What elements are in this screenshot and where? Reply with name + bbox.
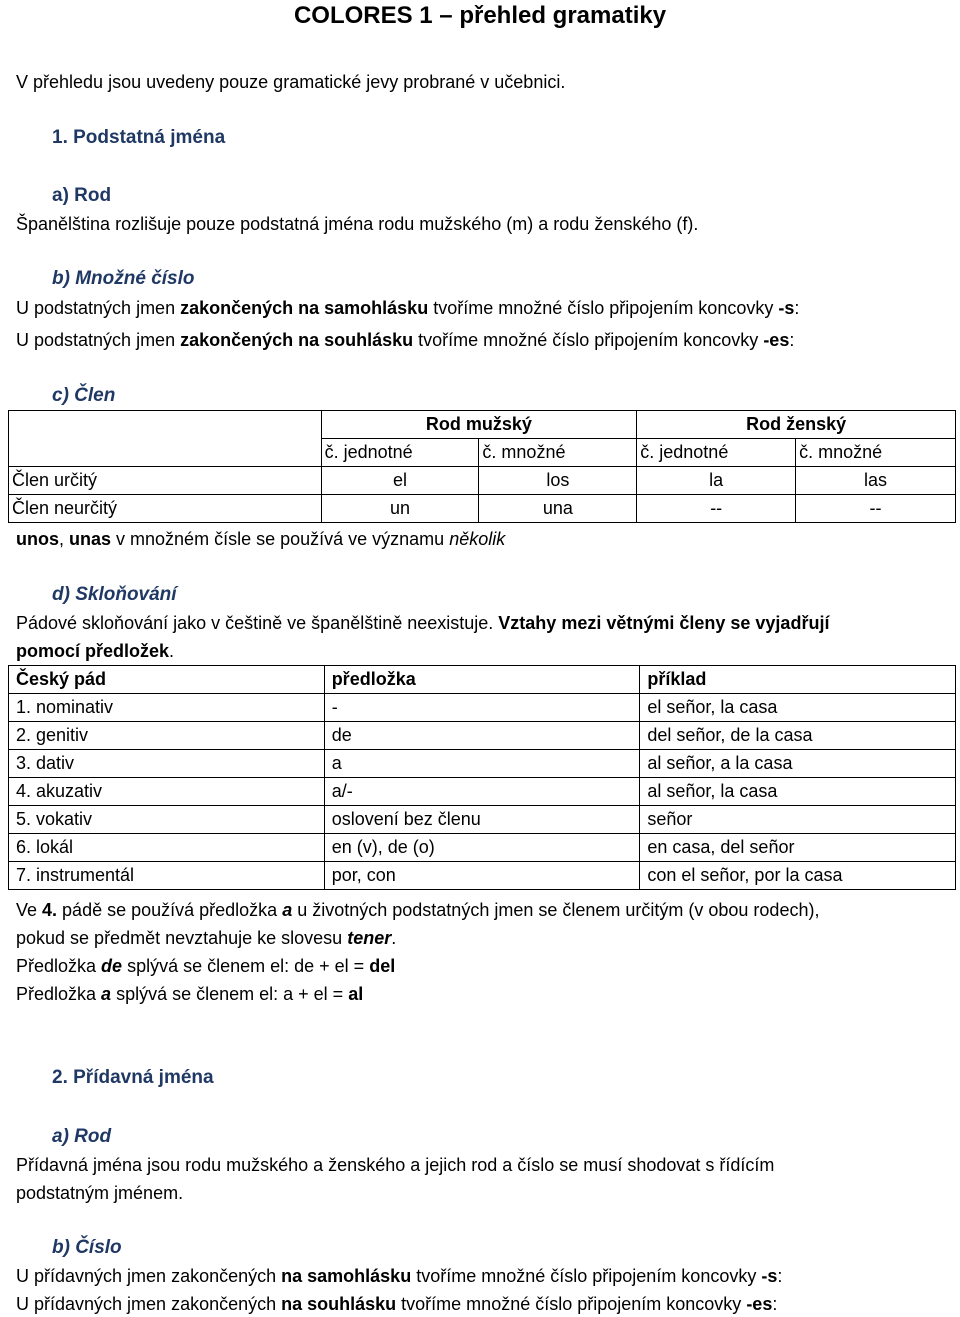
adj-gender-line1: Přídavná jména jsou rodu mužského a ženského a jejich rod a číslo se musí shodovat s řídícím [16,1155,775,1175]
contraction-de: Předložka de splývá se členem el: de + el = del [16,956,396,976]
table-cell: 6. lokál [9,834,325,862]
table-cell: los [479,467,637,495]
sub-header: č. jednotné [637,439,796,467]
table-row [9,722,956,750]
table-cell: la [637,467,796,495]
accusative-note-line2: pokud se předmět nevztahuje ke slovesu tener. [16,928,397,948]
table-cell: 5. vokativ [9,806,325,834]
table-cell: - [324,694,640,722]
column-header: předložka [324,666,640,694]
table-cell: un [321,495,479,523]
table-cell: 2. genitiv [9,722,325,750]
group-header-masculine: Rod mužský [321,411,637,439]
subheading-article: c) Člen [52,385,116,406]
intro-text: V přehledu jsou uvedeny pouze gramatické jevy probrané v učebnici. [16,72,566,92]
adj-plural-consonant-line: U přídavných jmen zakončených na souhlásku tvoříme množné číslo připojením koncovky -es: [16,1294,778,1314]
table-cell: señor [640,806,956,834]
article-table-corner [9,411,322,439]
table-row [9,495,956,523]
plural-vowel-line: U podstatných jmen zakončených na samohlásku tvoříme množné číslo připojením koncovky -s: [16,298,800,318]
table-cell: del señor, de la casa [640,722,956,750]
table-cell: el señor, la casa [640,694,956,722]
subheading-adj-gender: a) Rod [52,1126,112,1147]
table-row [9,750,956,778]
article-note: unos, unas v množném čísle se používá ve významu několik [16,529,506,549]
table-cell: a [324,750,640,778]
subheading-plural: b) Množné číslo [52,268,195,289]
row-label: Člen určitý [9,467,322,495]
plural-consonant-line: U podstatných jmen zakončených na souhlásku tvoříme množné číslo připojením koncovky -es: [16,330,795,350]
table-cell: las [796,467,956,495]
table-cell: 1. nominativ [9,694,325,722]
gender-text: Španělština rozlišuje pouze podstatná jména rodu mužského (m) a rodu ženského (f). [16,214,699,234]
case-table [8,665,956,890]
article-table [8,410,956,523]
row-label: Člen neurčitý [9,495,322,523]
declension-text-line2: pomocí předložek. [16,641,175,661]
section-heading-adjectives: 2. Přídavná jména [52,1067,214,1088]
article-table-corner-2 [9,439,322,467]
table-cell: en (v), de (o) [324,834,640,862]
subheading-declension: d) Skloňování [52,584,177,605]
column-header: příklad [640,666,956,694]
table-row [9,806,956,834]
subheading-gender: a) Rod [52,185,112,206]
table-cell: de [324,722,640,750]
table-cell: el [321,467,479,495]
table-header-row [9,666,956,694]
table-cell: -- [796,495,956,523]
table-row [9,778,956,806]
declension-text-line1: Pádové skloňování jako v češtině ve španělštině neexistuje. Vztahy mezi větnými členy se vyjadřují [16,613,830,633]
table-cell: a/- [324,778,640,806]
adj-gender-line2: podstatným jménem. [16,1183,184,1203]
table-row [9,467,956,495]
sub-header: č. jednotné [321,439,479,467]
column-header: Český pád [9,666,325,694]
table-cell: en casa, del señor [640,834,956,862]
group-header-feminine: Rod ženský [637,411,956,439]
table-row [9,834,956,862]
table-row [9,694,956,722]
table-cell: con el señor, por la casa [640,862,956,890]
table-cell: 7. instrumentál [9,862,325,890]
contraction-a: Předložka a splývá se členem el: a + el = al [16,984,364,1004]
table-cell: -- [637,495,796,523]
table-cell: al señor, a la casa [640,750,956,778]
accusative-note-line1: Ve 4. pádě se používá předložka a u životných podstatných jmen se členem určitým (v obou rodech), [16,900,820,920]
subheading-adj-number: b) Číslo [52,1237,122,1258]
table-row [9,862,956,890]
table-cell: 4. akuzativ [9,778,325,806]
table-cell: 3. dativ [9,750,325,778]
sub-header: č. množné [479,439,637,467]
table-cell: al señor, la casa [640,778,956,806]
table-cell: por, con [324,862,640,890]
section-heading-nouns: 1. Podstatná jména [52,127,226,148]
adj-plural-vowel-line: U přídavných jmen zakončených na samohlásku tvoříme množné číslo připojením koncovky -s: [16,1266,783,1286]
page-title: COLORES 1 – přehled gramatiky [293,2,667,29]
table-cell: una [479,495,637,523]
table-cell: oslovení bez členu [324,806,640,834]
sub-header: č. množné [796,439,956,467]
